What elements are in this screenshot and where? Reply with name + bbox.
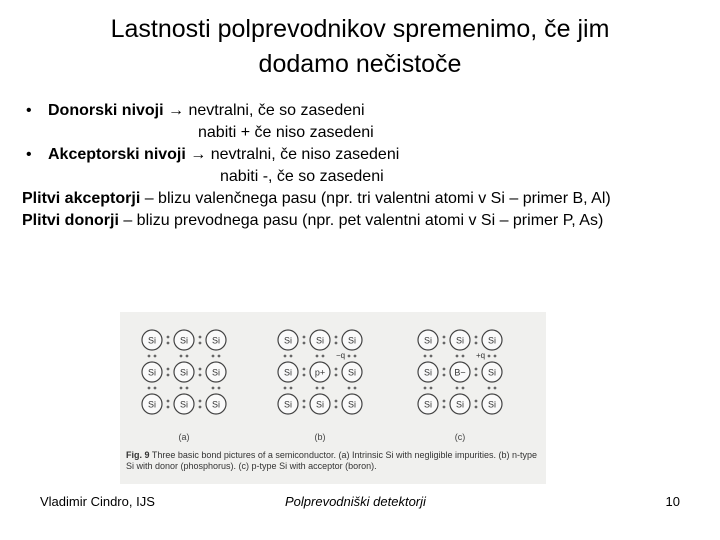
bond-electron (154, 355, 157, 358)
title-line-1: Lastnosti polprevodnikov spremenimo, če jim (110, 15, 610, 43)
bond-electron (212, 355, 215, 358)
figure-caption-label: Fig. 9 (126, 450, 150, 460)
atom-label: Si (455, 335, 465, 346)
bond-electron (167, 336, 170, 339)
bullet-donor-levels (22, 100, 702, 122)
bullet-continuation: nabiti -, če so zasedeni (220, 168, 384, 185)
bond-electron (335, 406, 338, 409)
bond-electron (462, 355, 465, 358)
bond-electron (180, 387, 183, 390)
bond-electron (199, 374, 202, 377)
bond-electron (186, 355, 189, 358)
footer-author: Vladimir Cindro, IJS (40, 494, 155, 509)
bond-electron (167, 406, 170, 409)
atom-label: Si (487, 367, 497, 378)
atom-label: Si (423, 399, 433, 410)
paragraph-shallow-donors (22, 210, 702, 232)
atom-label: Si (423, 367, 433, 378)
bond-electron (322, 387, 325, 390)
bond-electron (303, 342, 306, 345)
bond-electron (443, 400, 446, 403)
atom-label: p+ (314, 367, 326, 378)
atom-label: Si (147, 399, 157, 410)
bond-electron (154, 387, 157, 390)
atom-label: Si (211, 335, 221, 346)
bond-electron (475, 368, 478, 371)
bond-electron (335, 368, 338, 371)
bond-electron (199, 400, 202, 403)
bond-electron (167, 400, 170, 403)
slide-title (40, 12, 680, 82)
bond-electron (335, 374, 338, 377)
bond-electron (218, 387, 221, 390)
bond-electron (316, 387, 319, 390)
bond-electron (348, 387, 351, 390)
bond-electron (167, 342, 170, 345)
atom-label: Si (211, 399, 221, 410)
atom-label: Si (283, 335, 293, 346)
bond-electron (354, 387, 357, 390)
panel-label: (c) (454, 432, 466, 442)
bullet-continuation: nabiti + če niso zasedeni (198, 124, 374, 141)
bond-electron (284, 355, 287, 358)
atom-label: Si (179, 399, 189, 410)
charge-label: +q (476, 351, 486, 360)
bond-electron (443, 336, 446, 339)
bond-electron (494, 355, 497, 358)
atom-label: Si (283, 399, 293, 410)
bond-electron (218, 355, 221, 358)
atom-label: Si (347, 399, 357, 410)
bond-electron (290, 387, 293, 390)
title-line-2: dodamo nečistoče (258, 50, 462, 78)
paragraph-text: – blizu prevodnega pasu (npr. pet valentni atomi v Si – primer P, As) (118, 212, 604, 229)
panel-label: (a) (178, 432, 190, 442)
bond-electron (303, 368, 306, 371)
bond-electron (475, 342, 478, 345)
bond-electron (462, 387, 465, 390)
atom-label: Si (147, 367, 157, 378)
bond-electron (443, 406, 446, 409)
bond-electron (199, 406, 202, 409)
atom-label: Si (179, 335, 189, 346)
bond-electron (443, 368, 446, 371)
bond-electron (199, 342, 202, 345)
atom-label: Si (315, 335, 325, 346)
figure-caption (126, 450, 540, 472)
atom-label: Si (455, 399, 465, 410)
bullet-term: Donorski nivoji (48, 102, 164, 119)
bond-electron (303, 406, 306, 409)
bullet-dot: • (26, 102, 32, 119)
paragraph-shallow-acceptors (22, 188, 702, 210)
bond-electron (430, 387, 433, 390)
atom-label: Si (315, 399, 325, 410)
bond-electron (443, 342, 446, 345)
bond-electron (290, 355, 293, 358)
bullet-text: → nevtralni, če niso zasedeni (185, 146, 400, 163)
bullet-term: Akceptorski nivoji (48, 146, 186, 163)
footer-page-number: 10 (665, 494, 680, 509)
bond-electron (186, 387, 189, 390)
bond-electron (148, 355, 151, 358)
bullet-dot: • (26, 146, 32, 163)
paragraph-text: – blizu valenčnega pasu (npr. tri valentni atomi v Si – primer B, Al) (140, 190, 611, 207)
bond-electron (303, 400, 306, 403)
atom-label: Si (423, 335, 433, 346)
figure-caption-text: Three basic bond pictures of a semiconductor. (a) Intrinsic Si with negligible impurities. (b) n-type Si with donor (phosphorus). (c) p-type Si with acceptor (boron). (126, 450, 538, 471)
bond-electron (148, 387, 151, 390)
bond-electron (424, 355, 427, 358)
paragraph-term: Plitvi akceptorji (22, 190, 141, 207)
bullet-text: → nevtralni, če so zasedeni (163, 102, 365, 119)
bond-electron (303, 336, 306, 339)
bond-electron (443, 374, 446, 377)
bond-electron (303, 374, 306, 377)
bond-electron (488, 387, 491, 390)
bond-electron (494, 387, 497, 390)
bond-electron (348, 355, 351, 358)
bond-electron (475, 374, 478, 377)
bond-pictures-figure (120, 312, 546, 484)
atom-label: Si (347, 335, 357, 346)
atom-label: Si (211, 367, 221, 378)
bond-diagram (120, 312, 546, 448)
bond-electron (475, 400, 478, 403)
bond-electron (316, 355, 319, 358)
bond-electron (456, 355, 459, 358)
panel-label: (b) (314, 432, 326, 442)
atom-label: Si (179, 367, 189, 378)
bond-electron (475, 336, 478, 339)
slide-content (22, 100, 702, 232)
bond-electron (199, 368, 202, 371)
atom-label: Si (147, 335, 157, 346)
bond-electron (167, 368, 170, 371)
bond-electron (488, 355, 491, 358)
bond-electron (335, 336, 338, 339)
bullet-acceptor-levels (22, 144, 702, 166)
bond-electron (430, 355, 433, 358)
bond-electron (180, 355, 183, 358)
bond-electron (167, 374, 170, 377)
bond-electron (322, 355, 325, 358)
bond-electron (475, 406, 478, 409)
bond-electron (456, 387, 459, 390)
bond-electron (335, 400, 338, 403)
atom-label: Si (487, 399, 497, 410)
atom-label: B− (454, 367, 466, 378)
atom-label: Si (487, 335, 497, 346)
bond-electron (424, 387, 427, 390)
bond-electron (335, 342, 338, 345)
bond-electron (354, 355, 357, 358)
charge-label: −q (336, 351, 346, 360)
bond-electron (212, 387, 215, 390)
footer-course: Polprevodniški detektorji (285, 494, 426, 509)
paragraph-term: Plitvi donorji (22, 212, 119, 229)
bond-electron (284, 387, 287, 390)
bond-electron (199, 336, 202, 339)
atom-label: Si (283, 367, 293, 378)
atom-label: Si (347, 367, 357, 378)
